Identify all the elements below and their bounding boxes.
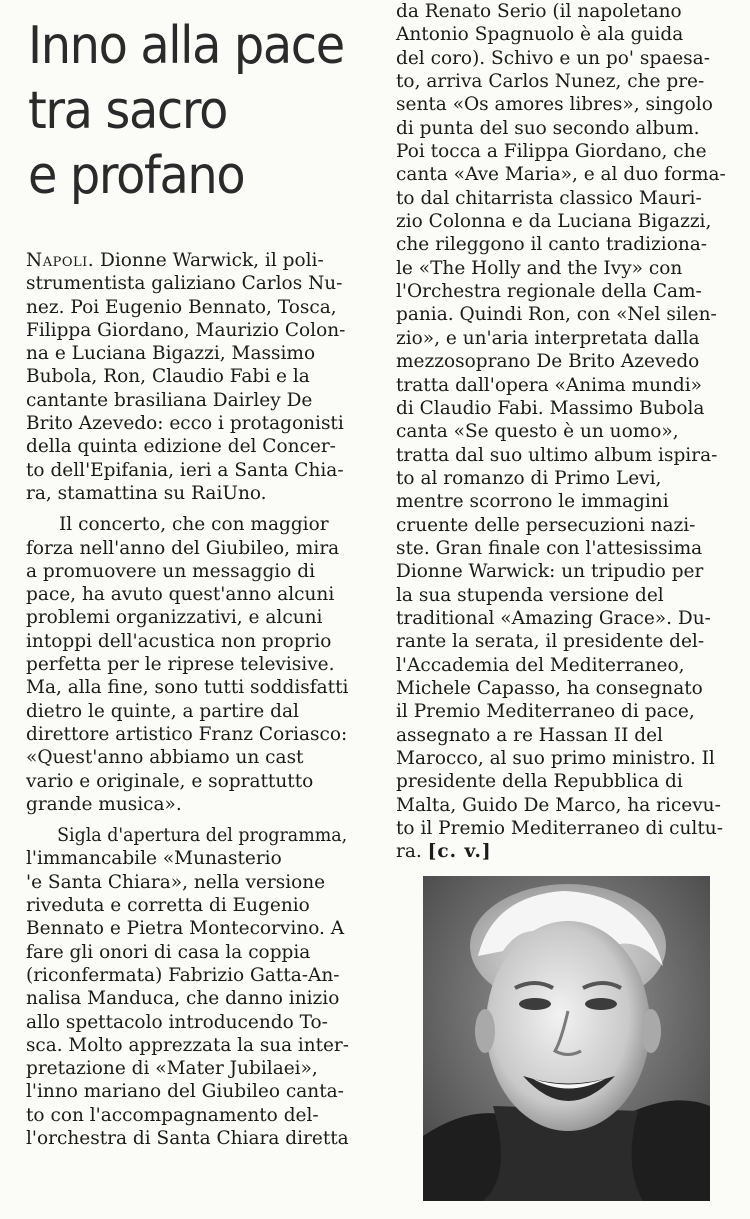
text-line: 'e Santa Chiara», nella versione	[26, 871, 326, 893]
text-line: l'Accademia del Mediterraneo,	[396, 654, 685, 676]
text-line: to il Premio Mediterraneo di cultu-	[396, 818, 723, 840]
text-line: di Claudio Fabi. Massimo Bubola	[396, 397, 705, 419]
text-line: Filippa Giordano, Maurizio Colon-	[26, 319, 346, 341]
text-line: strumentista galiziano Carlos Nu-	[26, 273, 343, 295]
text-line: del coro). Schivo e un po' spaesa-	[396, 47, 710, 69]
text-line: assegnato a re Hassan II del	[396, 724, 663, 746]
text-line: vario e originale, e soprattutto	[26, 770, 314, 792]
text-line: to con l'accompagnamento del-	[26, 1104, 319, 1126]
text-line: cantante brasiliana Dairley De	[26, 389, 313, 411]
text-line: traditional «Amazing Grace». Du-	[396, 607, 711, 629]
text-line: fare gli onori di casa la coppia	[26, 941, 311, 963]
text-line: pania. Quindi Ron, con «Nel silen-	[396, 304, 717, 326]
headline-line: tra sacro	[28, 81, 227, 141]
text-line: a promuovere un messaggio di	[26, 560, 315, 582]
text-line: problemi organizzativi, e alcuni	[26, 607, 323, 629]
text-line: nez. Poi Eugenio Bennato, Tosca,	[26, 296, 337, 318]
text-line: ste. Gran finale con l'attesissima	[396, 537, 703, 559]
text-line: zio», e un'aria interpretata dalla	[396, 327, 700, 349]
text-line: la sua stupenda versione del	[396, 584, 664, 606]
text-line: to, arriva Carlos Nunez, che pre-	[396, 71, 705, 93]
text-line: tratta dall'opera «Anima mundi»	[396, 374, 702, 396]
text-line: to dal chitarrista classico Mauri-	[396, 187, 702, 209]
article-column-left	[26, 249, 349, 1150]
text-line: «Quest'anno abbiamo un cast	[26, 747, 304, 769]
text-line: Poi tocca a Filippa Giordano, che	[396, 141, 707, 163]
text-line: rante la serata, il presidente del-	[396, 631, 705, 653]
author-initials: [c. v.]	[427, 841, 492, 863]
text-line: Malta, Guido De Marco, ha ricevu-	[396, 794, 721, 816]
text-line: to dell'Epifania, ieri a Santa Chia-	[26, 459, 344, 481]
text-line: Antonio Spagnuolo è ala guida	[396, 24, 684, 46]
text-line: cruente delle persecuzioni nazi-	[396, 514, 696, 536]
text-line: forza nell'anno del Giubileo, mira	[26, 537, 340, 559]
text-line: perfetta per le riprese televisive.	[26, 654, 335, 676]
text-line: pretazione di «Mater Jubilaei»,	[26, 1058, 318, 1080]
portrait-image	[423, 876, 710, 1201]
headline-line: Inno alla pace	[28, 16, 344, 76]
paragraph-start-line: Il concerto, che con maggior	[59, 514, 329, 536]
text-line: le «The Holly and the Ivy» con	[396, 257, 683, 279]
text-line: ra. [c. v.]	[396, 841, 492, 863]
article-column-right	[396, 0, 726, 864]
text-line: l'orchestra di Santa Chiara diretta	[26, 1127, 349, 1149]
text-line: l'Orchestra regionale della Cam-	[396, 281, 702, 303]
text-line: senta «Os amores libres», singolo	[396, 94, 713, 116]
text-line: presidente della Repubblica di	[396, 771, 683, 793]
text-line: da Renato Serio (il napoletano	[396, 1, 682, 22]
text-line: (riconfermata) Fabrizio Gatta-An-	[26, 964, 340, 986]
text-line: direttore artistico Franz Coriasco:	[26, 723, 348, 745]
text-line: Bennato e Pietra Montecorvino. A	[26, 918, 345, 940]
text-line: della quinta edizione del Concer-	[26, 436, 336, 458]
headline-line: e profano	[28, 146, 245, 206]
text-line: pace, ha avuto quest'anno alcuni	[26, 584, 335, 606]
text-line: zio Colonna e da Luciana Bigazzi,	[396, 211, 712, 233]
text-line: Michele Capasso, ha consegnato	[396, 677, 703, 699]
text-line: Ma, alla fine, sono tutti soddisfatti	[26, 677, 349, 699]
text-line: nalisa Manduca, che danno inizio	[26, 988, 340, 1010]
article-headline	[28, 14, 344, 209]
text-line: l'inno mariano del Giubileo canta-	[26, 1081, 344, 1103]
text-line: Dionne Warwick: un tripudio per	[396, 561, 704, 583]
text-line: na e Luciana Bigazzi, Massimo	[26, 343, 316, 365]
text-line: intoppi dell'acustica non proprio	[26, 630, 332, 652]
text-line: dietro le quinte, a partire dal	[26, 700, 299, 722]
text-line: il Premio Mediterraneo di pace,	[396, 701, 695, 723]
text-line: Bubola, Ron, Claudio Fabi e la	[26, 366, 310, 388]
text-line: Brito Azevedo: ecco i protagonisti	[26, 413, 344, 435]
text-line: l'immancabile «Munasterio	[26, 848, 282, 870]
portrait-photo	[423, 876, 710, 1201]
text-line: allo spettacolo introducendo To-	[26, 1011, 328, 1033]
text-line: mentre scorrono le immagini	[396, 491, 669, 513]
text-line: che rileggono il canto tradiziona-	[396, 234, 708, 256]
text-line: tratta dal suo ultimo album ispira-	[396, 444, 718, 466]
text-line: di punta del suo secondo album.	[396, 117, 700, 139]
text-line: Marocco, al suo primo ministro. Il	[396, 748, 715, 769]
paragraph-start-line: Sigla d'apertura del programma,	[57, 825, 348, 847]
dateline: Napoli.	[26, 250, 95, 271]
text-line: to al romanzo di Primo Levi,	[396, 467, 662, 489]
text-line: riveduta e corretta di Eugenio	[26, 895, 310, 917]
text-line: mezzosoprano De Brito Azevedo	[396, 351, 700, 373]
text-line: ra, stamattina su RaiUno.	[26, 482, 267, 504]
text-line: canta «Se questo è un uomo»,	[396, 421, 679, 443]
text-line: canta «Ave Maria», e al duo forma-	[396, 164, 726, 186]
text-line: Napoli. Dionne Warwick, il poli-	[26, 250, 324, 271]
text-line: grande musica».	[26, 793, 182, 815]
text-line: sca. Molto apprezzata la sua inter-	[26, 1034, 349, 1056]
